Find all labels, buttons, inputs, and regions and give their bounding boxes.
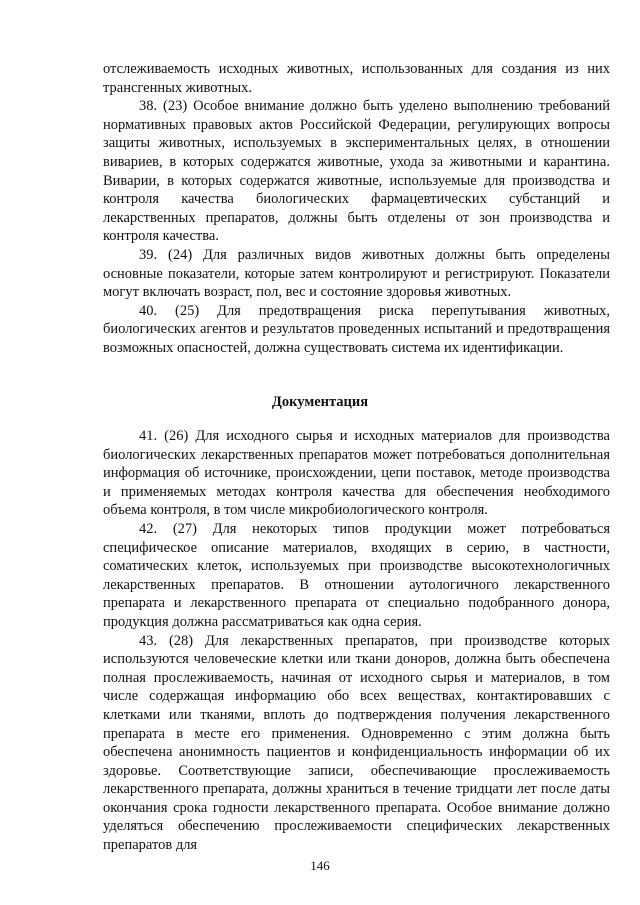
body-text-lower: [103, 427, 610, 855]
paragraph-39: 39. (24) Для различных видов животных должны быть определены основные показатели, которые затем контролируют и регистрируют. Показатели могут включать возраст, пол, вес и состояние здоровья животных.: [103, 246, 610, 301]
paragraph-38: 38. (23) Особое внимание должно быть уделено выполнению требований нормативных правовых актов Российской Федерации, регулирующих вопросы защиты животных, используемых в экспериментальных целях, в отношении вивариев, в которых содержатся животные, ухода за животными и карантина. Виварии, в которых содержатся животные, используемые для производства и контроля качества биологических фармацевтических субстанций и лекарственных препаратов, должны быть отделены от зон производства и контроля качества.: [103, 98, 610, 245]
carryover-paragraph: отслеживаемость исходных животных, использованных для создания из них трансгенных животных.: [103, 61, 610, 96]
body-text-upper: [103, 60, 610, 358]
paragraph-40: 40. (25) Для предотвращения риска перепутывания животных, биологических агентов и результатов проведенных испытаний и предотвращения возможных опасностей, должна существовать система их идентификации.: [103, 302, 610, 356]
paragraph-41: 41. (26) Для исходного сырья и исходных материалов для производства биологических лекарственных препаратов может потребоваться дополнительная информация об источнике, происхождении, цепи поставок, методе производства и применяемых методах контроля качества для обеспечения необходимого объема контроля, в том числе микробиологического контроля.: [103, 428, 610, 519]
paragraph-43: 43. (28) Для лекарственных препаратов, при производстве которых используются человеческие клетки или ткани доноров, должна быть обеспечена полная прослеживаемость, начиная от исходного сырья и материалов, в том числе содержащая информацию обо всех веществах, контактировавших с клетками или тканями, вплоть до подтверждения получения лекарственного препарата в месте его применения. Одновременно с этим должна быть обеспечена анонимность пациентов и конфиденциальность информации об их здоровье. Соответствующие записи, обеспечивающие прослеживаемость лекарственного препарата, должны храниться в течение тридцати лет после даты окончания срока годности лекарственного препарата. Особое внимание должно уделяться обеспечению прослеживаемости специфических лекарственных препаратов для: [103, 632, 610, 854]
section-heading: Документация: [271, 394, 369, 410]
page-number: 146: [310, 858, 330, 873]
paragraph-42: 42. (27) Для некоторых типов продукции может потребоваться специфическое описание материалов, входящих в серию, в частности, соматических клеток, используемых при производстве высокотехнологичных лекарственных препаратов. В отношении аутологичного лекарственного препарата и лекарственного препарата от специально подобранного донора, продукция должна рассматриваться как одна серия.: [103, 520, 610, 630]
